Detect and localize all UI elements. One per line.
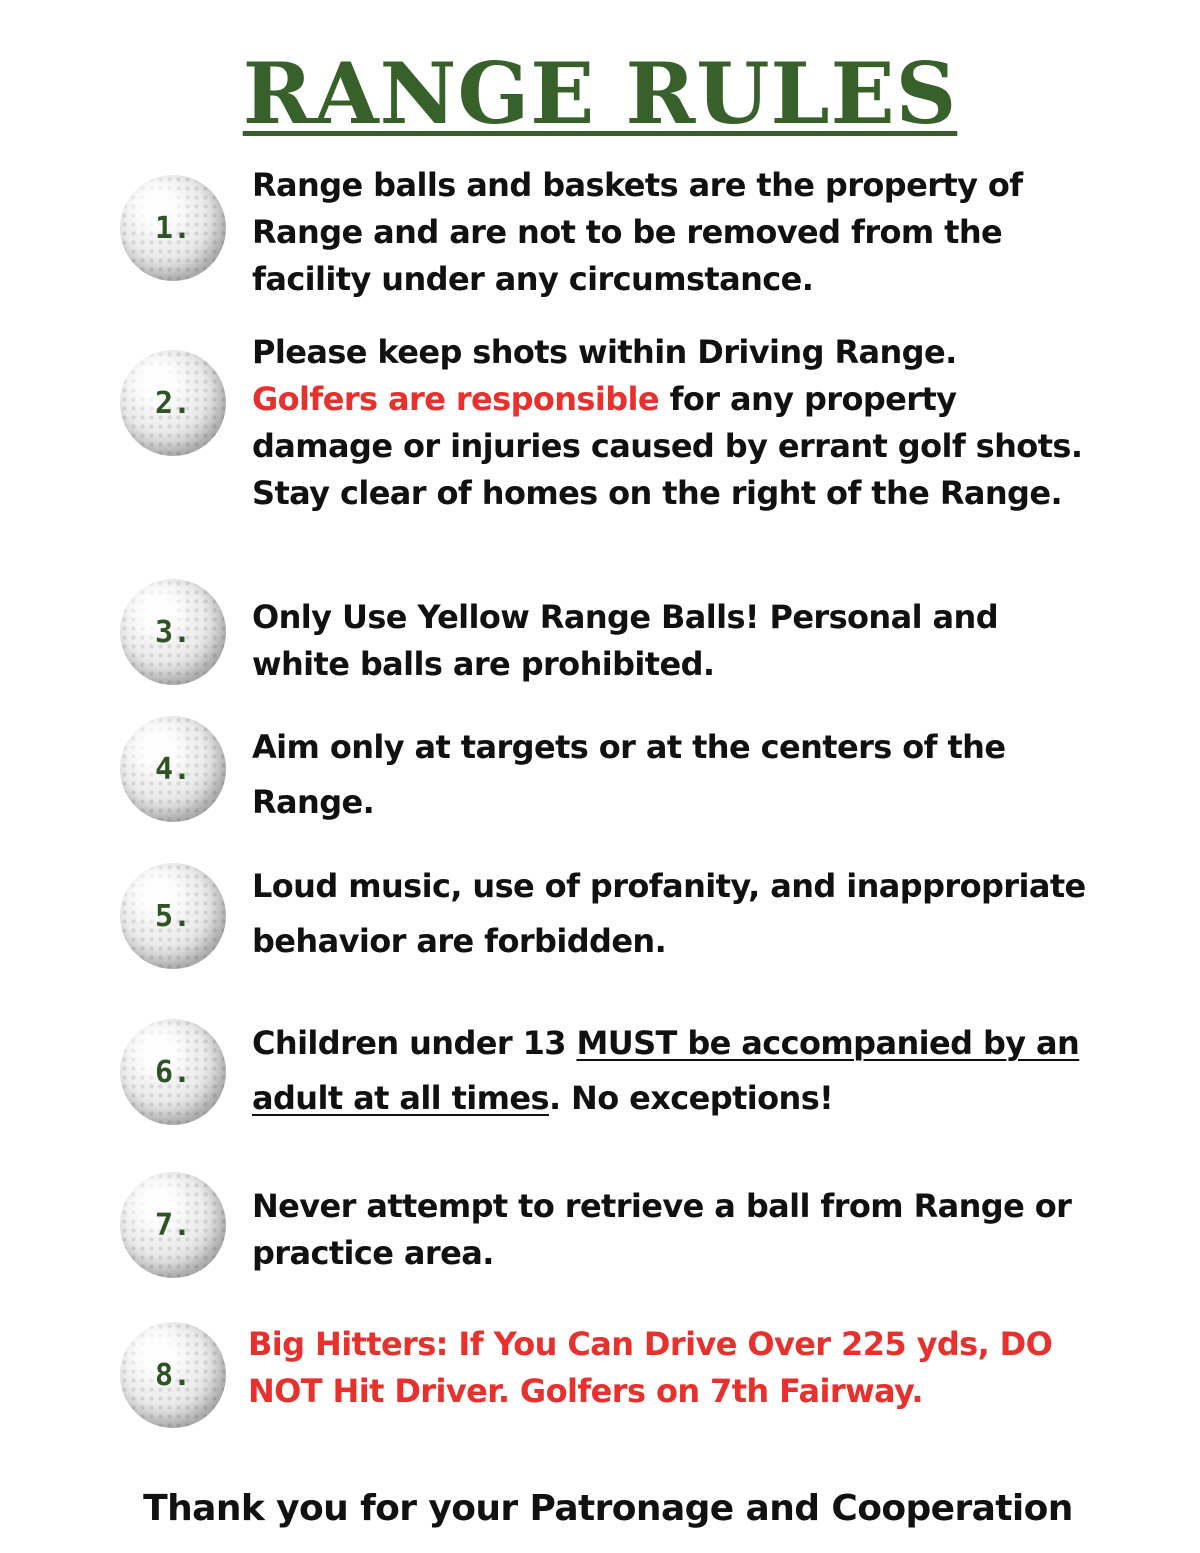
rule-number: 1. bbox=[154, 210, 192, 246]
golf-ball-icon bbox=[120, 1019, 226, 1125]
rule-text-highlight: Golfers are responsible bbox=[252, 380, 660, 418]
rule-text bbox=[252, 1016, 1092, 1126]
rule-text: Big Hitters: If You Can Drive Over 225 yds, DO NOT Hit Driver. Golfers on 7th Fairway. bbox=[248, 1325, 1053, 1410]
rule-text-start: Please keep shots within Driving Range. bbox=[252, 333, 957, 371]
rule-text: Only Use Yellow Range Balls! Personal and white balls are prohibited. bbox=[252, 598, 998, 683]
golf-ball-icon bbox=[120, 175, 226, 281]
rule-number: 7. bbox=[154, 1207, 192, 1243]
rule-text: Loud music, use of profanity, and inappropriate behavior are forbidden. bbox=[252, 867, 1086, 960]
rule-text bbox=[252, 329, 1092, 517]
golf-ball-icon bbox=[120, 579, 226, 685]
golf-ball-icon bbox=[120, 716, 226, 822]
rule-text-underlined: MUST be accompanied by an adult at all times bbox=[252, 1024, 1080, 1117]
golf-ball-icon bbox=[120, 863, 226, 969]
golf-ball-icon bbox=[120, 1322, 226, 1428]
footer-message: Thank you for your Patronage and Cooperation bbox=[143, 1488, 1073, 1529]
rule-text-end: . No exceptions! bbox=[548, 1079, 834, 1117]
rule-text-start: Children under 13 bbox=[252, 1024, 577, 1062]
golf-ball-icon bbox=[120, 350, 226, 456]
rule-number: 8. bbox=[154, 1357, 192, 1393]
golf-ball-icon bbox=[120, 1172, 226, 1278]
rule-number: 3. bbox=[154, 614, 192, 650]
rule-number: 5. bbox=[154, 898, 192, 934]
rule-number: 4. bbox=[154, 751, 192, 787]
rule-text: Never attempt to retrieve a ball from Range or practice area. bbox=[252, 1187, 1072, 1272]
rule-text: Aim only at targets or at the centers of the Range. bbox=[252, 728, 1006, 821]
rule-text: Range balls and baskets are the property of Range and are not to be removed from the facility under any circumstance. bbox=[252, 166, 1023, 298]
page-title: RANGE RULES bbox=[242, 44, 958, 143]
rule-text-end: for any property damage or injuries caused by errant golf shots. Stay clear of homes on the right of the Range. bbox=[252, 380, 1083, 512]
rule-number: 2. bbox=[154, 385, 192, 421]
rule-number: 6. bbox=[154, 1054, 192, 1090]
page-title-block bbox=[0, 44, 1200, 143]
